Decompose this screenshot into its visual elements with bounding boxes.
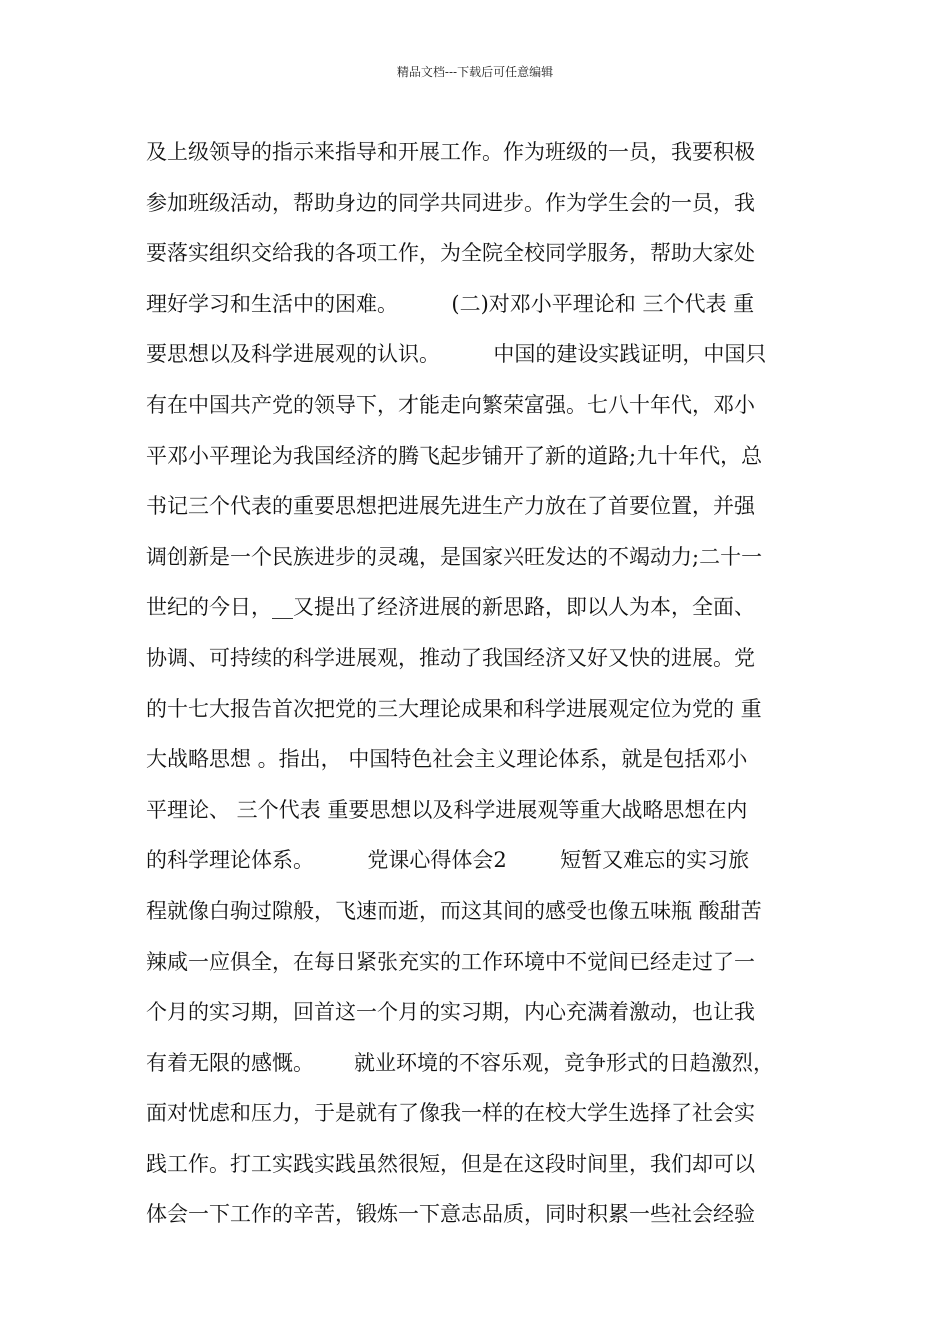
text-line: 体会一下工作的辛苦，锻炼一下意志品质，同时积累一些社会经验	[146, 1202, 755, 1227]
text-line: 书记三个代表的重要思想把进展先进生产力放在了首要位置，并强	[146, 494, 755, 519]
text-line: 平邓小平理论为我国经济的腾飞起步铺开了新的道路;九十年代，总	[146, 443, 763, 468]
body-text	[146, 132, 816, 1245]
text-line: 调创新是一个民族进步的灵魂，是国家兴旺发达的不竭动力;二十一	[146, 544, 763, 569]
text-line: 大战略思想 。指出， 中国特色社会主义理论体系，就是包括邓小	[146, 747, 748, 772]
text-line: 有在中国共产党的领导下，才能走向繁荣富强。七八十年代，邓小	[146, 392, 755, 417]
text-line: 协调、可持续的科学进展观，推动了我国经济又好又快的进展。党	[146, 645, 755, 670]
page-header: 精品文档---下载后可任意编辑	[396, 65, 554, 79]
text-line: 要落实组织交给我的各项工作，为全院全校同学服务，帮助大家处	[146, 241, 755, 266]
text-line: 的十七大报告首次把党的三大理论成果和科学进展观定位为党的 重	[146, 696, 762, 721]
text-line: 面对忧虑和压力，于是就有了像我一样的在校大学生选择了社会实	[146, 1101, 755, 1126]
text-line: 程就像白驹过隙般，飞速而逝，而这其间的感受也像五味瓶 酸甜苦	[146, 898, 762, 923]
text-line: 理好学习和生活中的困难。 (二)对邓小平理论和 三个代表 重	[146, 291, 755, 316]
text-line: 世纪的今日，__又提出了经济进展的新思路，即以人为本，全面、	[146, 595, 755, 620]
text-line: 平理论、 三个代表 重要思想以及科学进展观等重大战略思想在内	[146, 797, 748, 822]
text-line: 的科学理论体系。 党课心得体会2 短暂又难忘的实习旅	[146, 848, 750, 873]
text-line: 参加班级活动，帮助身边的同学共同进步。作为学生会的一员，我	[146, 190, 755, 215]
text-line: 及上级领导的指示来指导和开展工作。作为班级的一员，我要积极	[146, 140, 755, 164]
text-line: 有着无限的感慨。 就业环境的不容乐观，竞争形式的日趋激烈，	[146, 1050, 775, 1075]
text-line: 个月的实习期，回首这一个月的实习期，内心充满着激动，也让我	[146, 1000, 755, 1025]
text-line: 辣咸一应俱全，在每日紧张充实的工作环境中不觉间已经走过了一	[146, 949, 755, 974]
text-line: 践工作。打工实践实践虽然很短，但是在这段时间里，我们却可以	[146, 1151, 755, 1176]
text-line: 要思想以及科学进展观的认识。 中国的建设实践证明，中国只	[146, 342, 767, 367]
